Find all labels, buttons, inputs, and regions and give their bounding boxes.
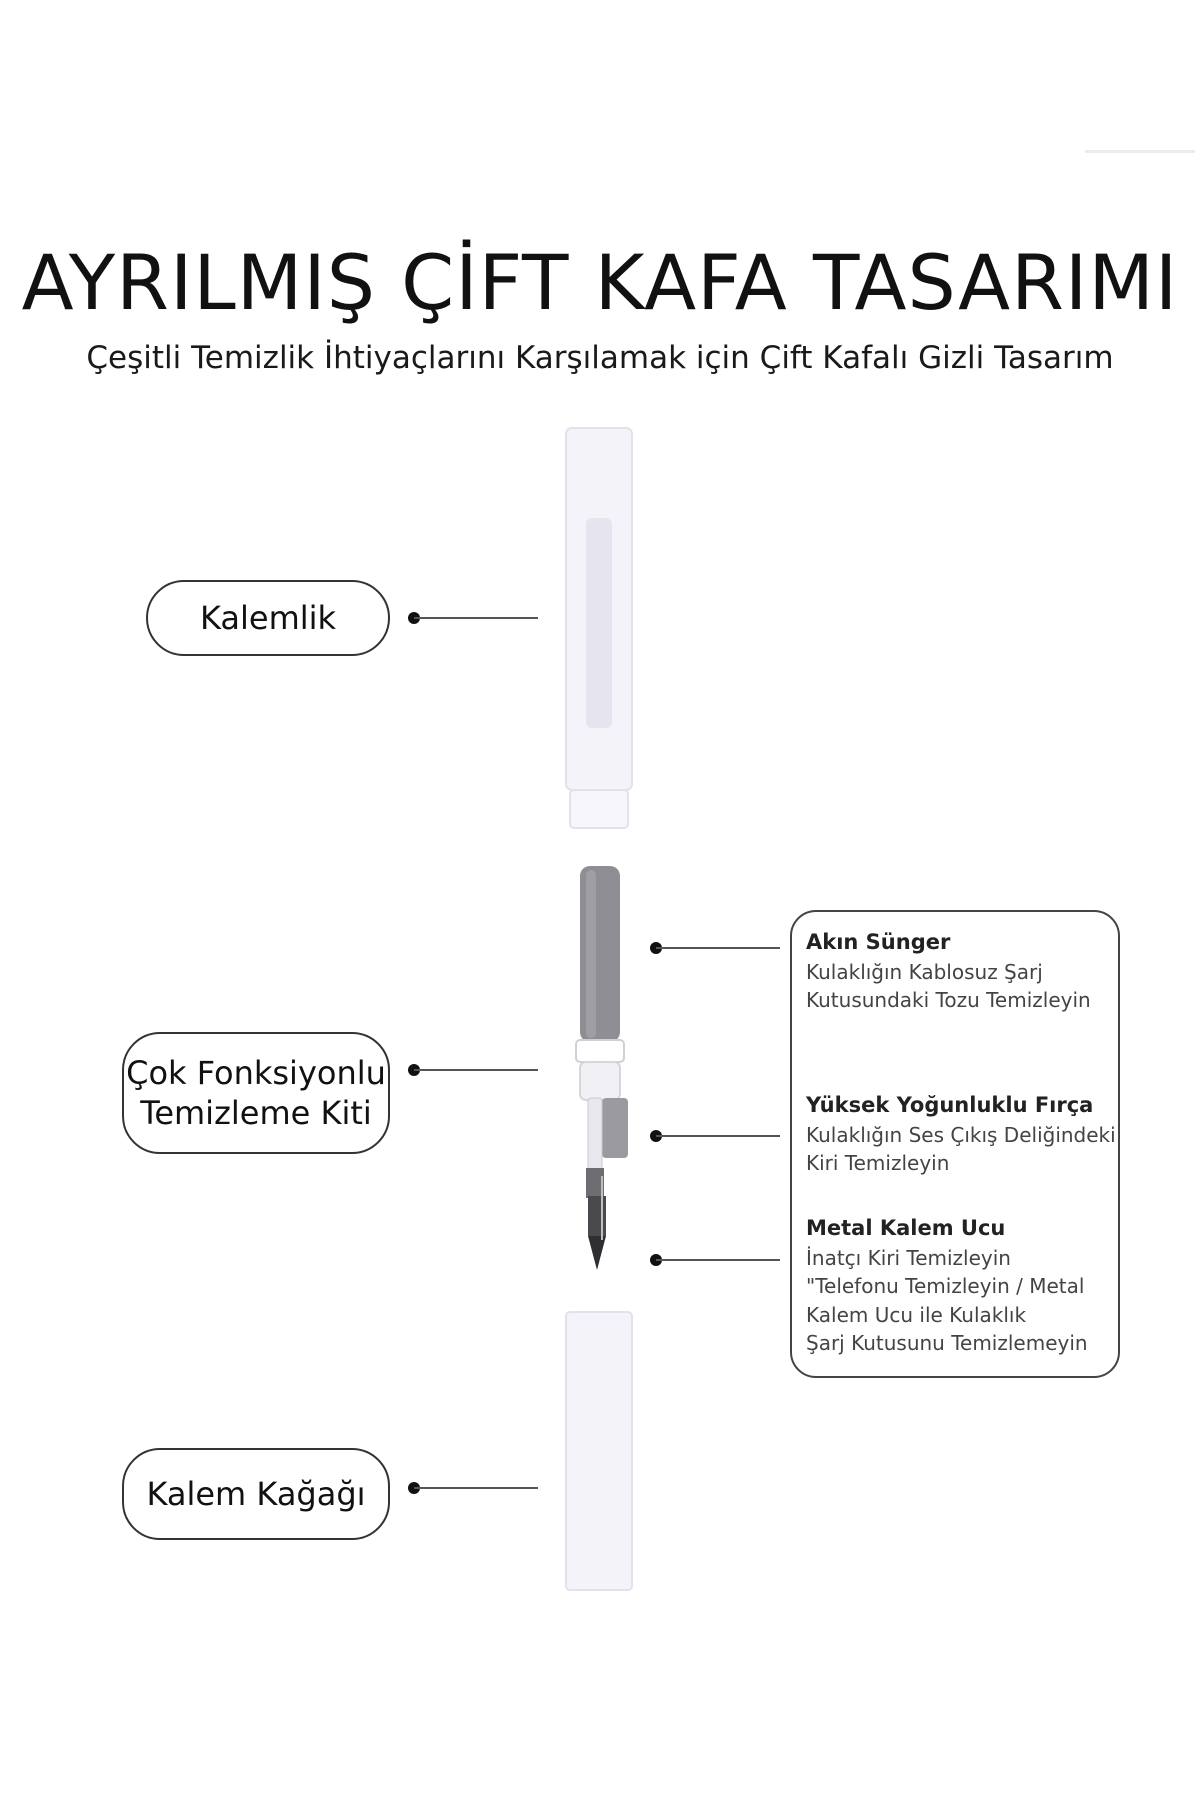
label-pen-cap-text: Kalemlik: [199, 599, 337, 637]
feature-sponge: [806, 930, 1116, 1015]
leader-line: [414, 1487, 538, 1489]
feature-desc: Kulaklığın Ses Çıkış Deliğindeki: [806, 1123, 1116, 1147]
leader-line: [414, 617, 538, 619]
feature-desc: Kiri Temizleyin: [806, 1151, 950, 1176]
label-pen-case-text: Kalem Kağağı: [146, 1475, 366, 1513]
feature-desc: Kutusundaki Tozu Temizleyin: [806, 988, 1091, 1013]
feature-metal-tip: [806, 1216, 1116, 1358]
feature-title: Yüksek Yoğunluklu Fırça: [806, 1093, 1094, 1117]
label-cleaning-kit: [122, 1032, 390, 1154]
feature-desc: Kalem Ucu ile Kulaklık: [806, 1302, 1027, 1327]
page-title: AYRILMIŞ ÇİFT KAFA TASARIMI: [21, 238, 1179, 327]
feature-desc: "Telefonu Temizleyin / Metal: [806, 1274, 1085, 1299]
feature-desc: İnatçı Kiri Temizleyin: [806, 1246, 1011, 1270]
feature-desc: Kulaklığın Kablosuz Şarj: [806, 960, 1043, 984]
feature-title: Akın Sünger: [806, 930, 951, 954]
feature-title: Metal Kalem Ucu: [806, 1216, 1006, 1240]
leader-line: [656, 947, 780, 949]
label-cleaning-kit-line2: Temizleme Kiti: [140, 1094, 372, 1132]
leader-line: [414, 1069, 538, 1071]
leader-line: [656, 1135, 780, 1137]
feature-brush: [806, 1093, 1116, 1178]
feature-desc: Şarj Kutusunu Temizlemeyin: [806, 1331, 1088, 1356]
page-subtitle: Çeşitli Temizlik İhtiyaçlarını Karşılamak için Çift Kafalı Gizli Tasarım: [86, 340, 1114, 376]
leader-line: [656, 1259, 780, 1261]
label-pen-cap: [146, 580, 390, 656]
pen-case: [566, 1312, 632, 1590]
label-pen-case: [122, 1448, 390, 1540]
cleaning-kit: [576, 866, 628, 1270]
pen-cap: [566, 428, 632, 828]
label-cleaning-kit-line1: Çok Fonksiyonlu: [126, 1054, 386, 1092]
